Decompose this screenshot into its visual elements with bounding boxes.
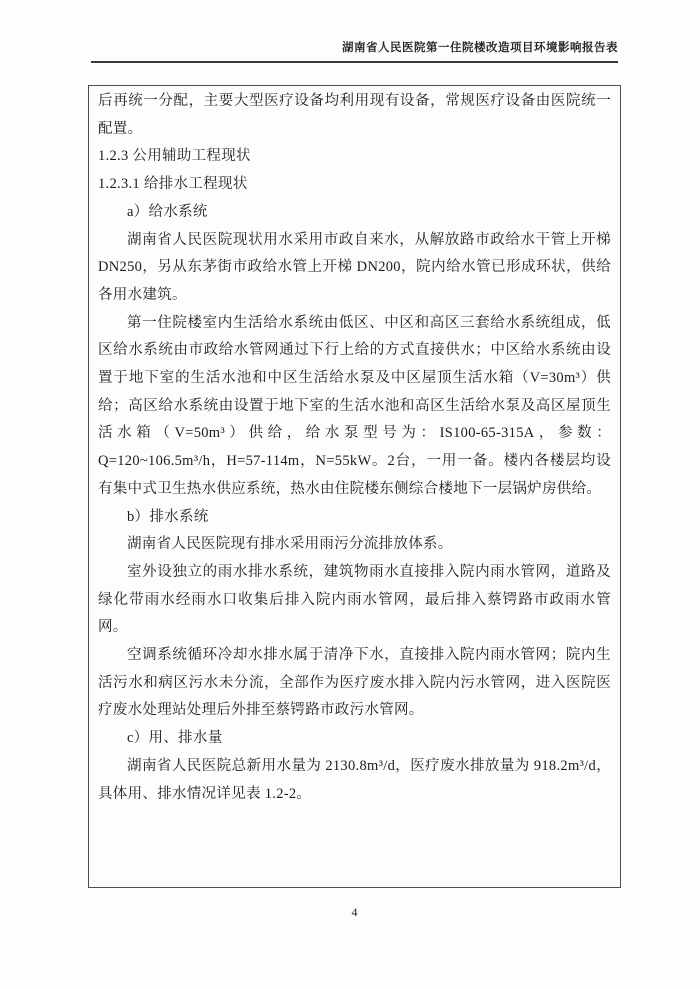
paragraph-8: 室外设独立的雨水排水系统，建筑物雨水直接排入院内雨水管网，道路及绿化带雨水经雨水口收集后排入院内雨水管网，最后排入蔡锷路市政雨水管网。	[98, 563, 611, 636]
page-header	[91, 38, 618, 63]
page-number: 4	[351, 905, 358, 919]
paragraph-heading-1: 1.2.3 公用辅助工程现状	[98, 148, 251, 165]
document-content-box	[88, 85, 621, 888]
paragraph-3: a）给水系统	[127, 203, 208, 220]
paragraph-9: 空调系统循环冷却水排水属于清净下水，直接排入院内雨水管网；院内生活污水和病区污水未分流，全部作为医疗废水排入院内污水管网，进入医院医疗废水处理站处理后外排至蔡锷路市政污水管网。	[98, 647, 611, 719]
paragraph-7: 湖南省人民医院现有排水采用雨污分流排放体系。	[127, 536, 453, 553]
paragraph-6: b）排水系统	[127, 508, 209, 525]
document-body	[98, 88, 611, 808]
paragraph-0: 后再统一分配，主要大型医疗设备均利用现有设备，常规医疗设备由医院统一配置。	[98, 93, 611, 137]
page-footer	[88, 905, 621, 920]
paragraph-4: 湖南省人民医院现状用水采用市政自来水，从解放路市政给水干管上开梯 DN250，另从东茅街市政给水管上开梯 DN200，院内给水管已形成环状，供给各用水建筑。	[98, 231, 611, 303]
paragraph-5: 第一住院楼室内生活给水系统由低区、中区和高区三套给水系统组成，低区给水系统由市政给水管网通过下行上给的方式直接供水；中区给水系统由设置于地下室的生活水池和中区生活给水泵及中区屋顶生活水箱（V=30m³）供给；高区给水系统由设置于地下室的生活水池和高区生活给水泵及高区屋顶生活水箱（V=50m³）供给，给水泵型号为：IS100-65-315A，参数：Q=120~106.5m³/h，H=57-114m，N=55kW。2台，一用一备。楼内各楼层均设有集中式卫生热水供应系统，热水由住院楼东侧综合楼地下一层锅炉房供给。	[98, 314, 611, 497]
paragraph-11: 湖南省人民医院总新用水量为 2130.8m³/d，医疗废水排放量为 918.2m³/d，具体用、排水情况详见表 1.2-2。	[98, 757, 611, 802]
paragraph-10: c）用、排水量	[127, 730, 223, 747]
report-header-title: 湖南省人民医院第一住院楼改造项目环境影响报告表	[342, 42, 618, 54]
paragraph-heading-2: 1.2.3.1 给排水工程现状	[98, 176, 248, 193]
